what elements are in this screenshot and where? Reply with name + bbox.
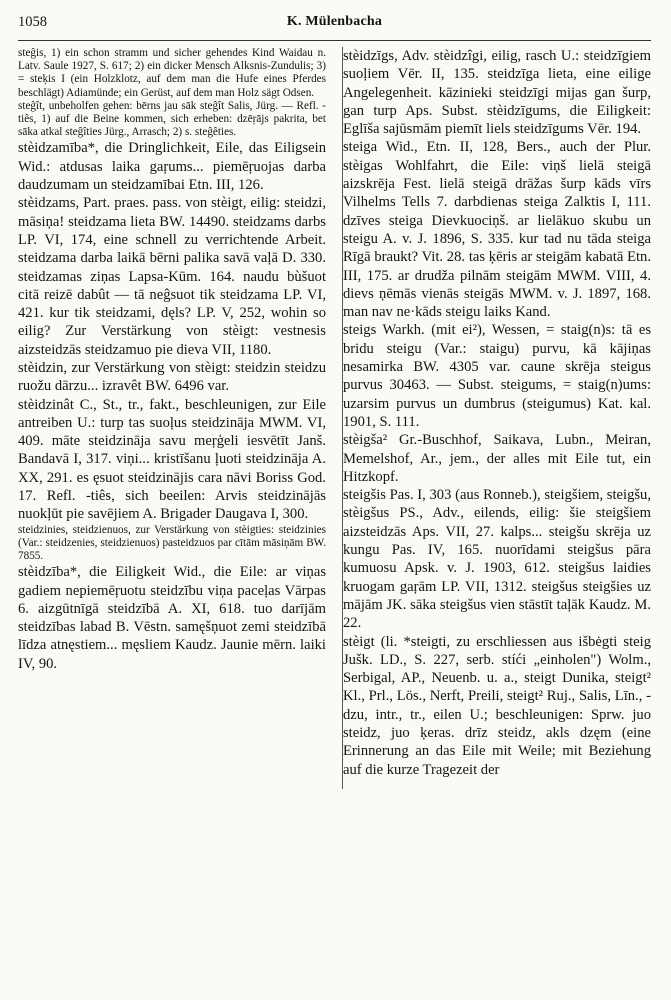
page-number: 1058 (18, 14, 47, 30)
dictionary-entry: steidzinies, steidzienuos, zur Verstärkung von stèigties: steidzinies (Var.: steidzenies, steidzienuos) pasteidzuos par cītām māsiņām BW. 7855. (18, 523, 326, 563)
page-header (18, 14, 651, 36)
left-column (18, 47, 326, 779)
dictionary-entry: steigs Warkh. (mit ei²), Wessen, = staig(n)s: tā es bridu steigu (Var.: staigu) purvu, kā kājiņas nesamirka BW. 4305 var. caune skrēja steigus purvus 30463. — Subst. steigums, = staig(n)ums: uzarsim purvus un dumbrus (steigumus) Kat. kal. 1901, S. 111. (343, 322, 651, 430)
column-divider (342, 47, 343, 789)
text-columns (18, 47, 651, 779)
dictionary-entry: steiga Wid., Etn. II, 128, Bers., auch der Plur. stèigas Wohlfahrt, die Eile: viņš lielā steigā aizskrēja Fest. lielā steigā drāžas šurp kāds vīrs Vilhelms Tells 7. darbdienas steiga Zalktis I, 111. dzīves steiga Dievkuociņš. ar lielākuo skubu un steigu A. v. J. 1896, S. 335. kur tad nu tāda steiga Rīgā braukt? Vit. 28. tas ķēris ar steigām kabatā Etn. III, 175. ar drudža pilnām steigām MWM. VIII, 4. dievs ņēmās vienās steigās MWM. v. J. 1897, 168. man nav ne·kāds steigu laiks Kand. (343, 139, 651, 321)
dictionary-entry: stèigša² Gr.-Buschhof, Saikava, Lubn., Meiran, Memelshof, Ar., jem., der alles mit Eile tut, ein Hitzkopf. (343, 432, 651, 485)
header-rule (18, 40, 651, 41)
dictionary-entry: stèidzamība*, die Dringlichkeit, Eile, das Eiligsein Wid.: atdusas laika gaŗums... piemēŗuojas darba daudzumam un steidzamībai Etn. III, 126. (18, 140, 326, 194)
dictionary-entry: steĝis, 1) ein schon stramm und sicher gehendes Kind Waidau n. Latv. Saule 1927, S. 617; 2) ein dicker Mensch Alksnis-Zundulis; 3) = steķis I (ein Holzklotz, auf dem man die Hufe eines Pferdes beschlägt) Adiamünde; ein Gerüst, auf dem man Holz sägt Odsen. (18, 47, 326, 99)
dictionary-entry: stèidzinât C., St., tr., fakt., beschleunigen, zur Eile antreiben U.: turp tas suoļus steidzināja MWM. VI, 409. māte steidzināja savu meŗģeli iesvētīt Janš. Bandavā I, 317. viņi... kristīšanu ļuoti steidzināja A. XX, 291. es ęsuot steidzinājis cara nāvi Boriss God. 17. Refl. -tiês, sich beeilen: Arvis steidzinājās nuokļūt pie savējiem A. Brigader Daugava I, 300. (18, 396, 326, 523)
dictionary-entry: steĝît, unbeholfen gehen: bērns jau sāk steĝît Salis, Jürg. — Refl. -tiês, 1) auf die Beine kommen, sich erheben: dzēŗājs pakrita, bet sāka atkal steĝîties Jürg., Arrasch; 2) s. steĝêties. (18, 99, 326, 139)
dictionary-entry: stèidzīgs, Adv. stèidzîgi, eilig, rasch U.: steidzīgiem suoļiem Vēr. II, 135. steidzīga lieta, eine eilige Angelegenheit. kāzinieki steidzīgi mijas gan šurp, gan turp Aps. Subst. stèidzīgums, die Eiligkeit: Eglīša sajūsmām piemīt liels steidzīgums Vēr. 194. (343, 48, 651, 138)
dictionary-entry: stèigt (li. *steigti, zu erschliessen aus išbėgti steig Jušk. LD., S. 227, serb. stíći „einholen") Wolm., Serbigal, AP., Neuenb. u. a., steigt Dunika, steigt² Kl., Prl., Lös., Nerft, Preili, steigt² Ruj., Salis, Līn., -dzu, intr., tr., eilen U.; beschleunigen: Sprw. juo steidz, juo ķeras. drīz steidz, akls dzęm (eine Erinnerung an das Eile mit Weile; mit Beziehung auf die kurze Tragezeit der (343, 633, 651, 778)
dictionary-entry: stèidzin, zur Verstärkung von stèigt: steidzin steidzu ruožu dārzu... izravêt BW. 6496 var. (18, 359, 326, 395)
right-column (343, 47, 651, 779)
running-head: K. Mülenbacha (286, 14, 383, 29)
dictionary-entry: stèidzams, Part. praes. pass. von stèigt, eilig: steidzi, māsiņa! steidzama lieta BW. 14490. steidzams darbs LP. VI, 174, eine schnell zu verrichtende Arbeit. steidzama darba laikā bērni palika savā vaļā D. 330. steidzamas ziņas Lapsa-Kūm. 164. naudu bùšuot citā reizē dabût — tā neĝsuot tik steidzama LP. VI, 421. kur tik steidzami, dęls? LP. V, 252, wohin so eilig? Zur Verstärkung von stèigt: vestnesis aizsteidzās steidzamuo pie dieva VII, 1180. (18, 195, 326, 358)
dictionary-entry: stèidzība*, die Eiligkeit Wid., die Eile: ar viņas gadiem nepiemēŗuotu steidzību viņa paceļas Vārpas 6. aizgūtnīgā steidzībā A. XI, 618. tuo darījām steidzības labad B. Vēstn. samęšņuot zemi steidzībā līdza atnęstiem... męsliem Kaudz. Jaunie mērn. laiki IV, 90. (18, 564, 326, 672)
dictionary-entry: steigšis Pas. I, 303 (aus Ronneb.), steigšiem, steigšu, stèigšus PS., Adv., eilends, eilig: šie steigšiem aizsteidzās Aps. VII, 27. kalps... steigšu skrēja uz kungu Pas. IV, 165. nuorīdami steigšus pāra kumuosu Apsk. v. J. 1903, 612. steigšus laidies kruogam gaŗām LP. VII, 1312. steigšus steigšies uz mājām JK. sāka steigšus vien stāstīt taļāk Kaudz. M. 22. (343, 487, 651, 632)
